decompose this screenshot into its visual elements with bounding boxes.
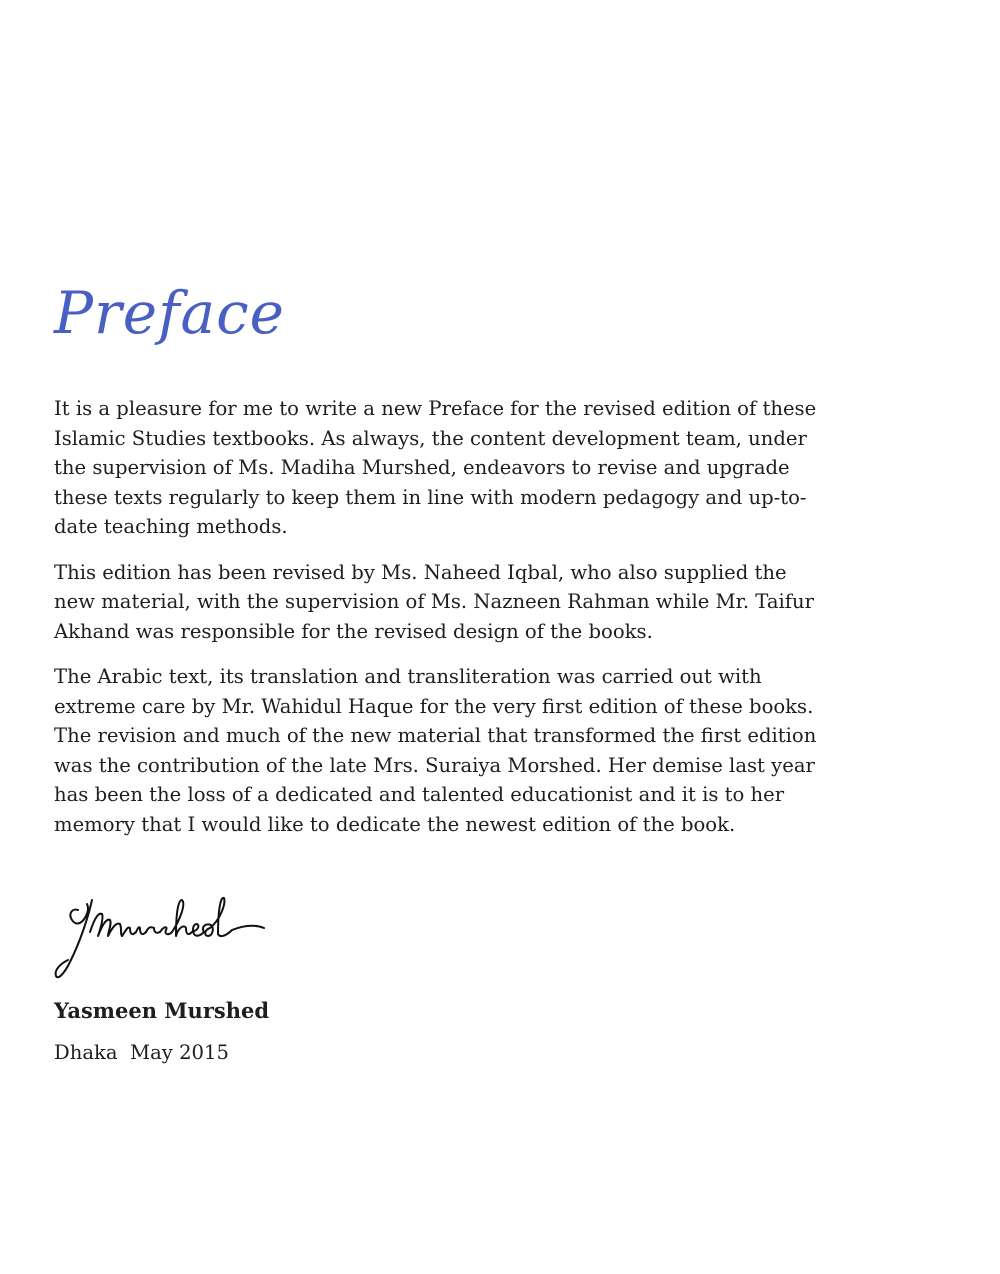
- text-line: This edition has been revised by Ms. Naheed Iqbal, who also supplied the: [54, 560, 787, 584]
- paragraph-1: [54, 394, 954, 542]
- page-title: Preface: [54, 279, 285, 347]
- text-line: the supervision of Ms. Madiha Murshed, endeavors to revise and upgrade: [54, 456, 790, 479]
- text-line: The Arabic text, its translation and transliteration was carried out with: [54, 665, 762, 688]
- text-line: Islamic Studies textbooks. As always, the content development team, under: [54, 426, 807, 450]
- text-line: was the contribution of the late Mrs. Suraiya Morshed. Her demise last year: [54, 753, 815, 777]
- text-line: date teaching methods.: [54, 515, 288, 538]
- handwritten-signature: [50, 890, 280, 985]
- text-line: It is a pleasure for me to write a new Preface for the revised edition of these: [54, 397, 817, 420]
- author-name: Yasmeen Murshed: [54, 998, 270, 1023]
- place-date: Dhaka May 2015: [54, 1041, 229, 1064]
- text-line: memory that I would like to dedicate the newest edition of the book.: [54, 812, 736, 836]
- paragraph-3: [54, 662, 954, 839]
- text-line: extreme care by Mr. Wahidul Haque for the very first edition of these books.: [54, 694, 814, 718]
- text-line: The revision and much of the new material that transformed the first edition: [54, 724, 817, 747]
- paragraph-2: [54, 558, 954, 647]
- preface-body: [54, 394, 954, 855]
- text-line: these texts regularly to keep them in line with modern pedagogy and up-to-: [54, 485, 807, 509]
- text-line: has been the loss of a dedicated and talented educationist and it is to her: [54, 783, 785, 806]
- text-line: Akhand was responsible for the revised design of the books.: [54, 619, 653, 643]
- text-line: new material, with the supervision of Ms. Nazneen Rahman while Mr. Taifur: [54, 590, 815, 613]
